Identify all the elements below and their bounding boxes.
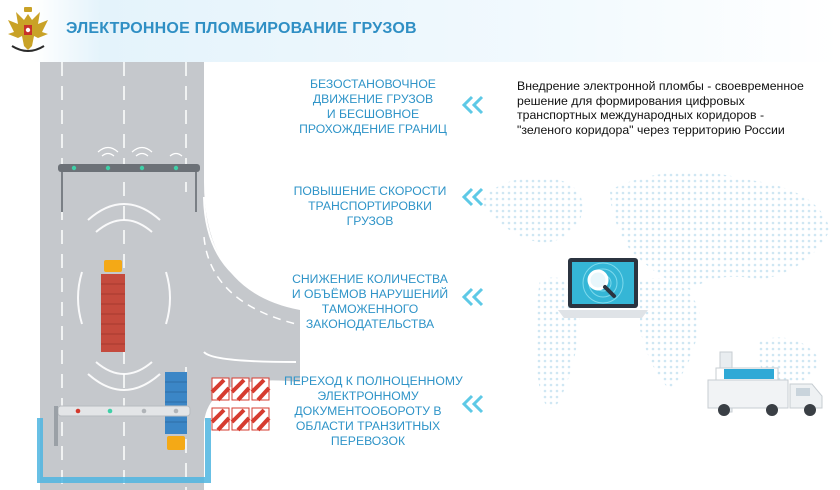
benefit-line: ДОКУМЕНТООБОРОТУ В bbox=[294, 404, 442, 418]
truck-at-checkpoint-icon bbox=[700, 350, 836, 422]
intro-line: Внедрение электронной пломбы - своевременное bbox=[517, 79, 804, 93]
benefit-line: ЗАКОНОДАТЕЛЬСТВА bbox=[305, 317, 435, 331]
double-chevron-left-icon bbox=[460, 286, 486, 308]
benefit-line: ЭЛЕКТРОННОМУ bbox=[317, 389, 419, 403]
benefit-line: ГРУЗОВ bbox=[346, 214, 394, 228]
benefit-item-2 bbox=[290, 184, 450, 229]
double-chevron-left-icon bbox=[460, 94, 486, 116]
benefit-line: ДВИЖЕНИЕ ГРУЗОВ bbox=[312, 92, 434, 106]
benefit-line: ОБЛАСТИ ТРАНЗИТНЫХ bbox=[295, 419, 441, 433]
benefit-line: ТАМОЖЕННОГО bbox=[321, 302, 419, 316]
laptop-magnifier-icon bbox=[556, 256, 652, 322]
page-title: ЭЛЕКТРОННОЕ ПЛОМБИРОВАНИЕ ГРУЗОВ bbox=[66, 20, 417, 37]
customs-road-illustration bbox=[0, 62, 300, 490]
benefit-item-3 bbox=[290, 272, 450, 332]
benefit-line: И БЕСШОВНОЕ bbox=[326, 107, 420, 121]
intro-line: транспортных международных коридоров - bbox=[517, 108, 765, 123]
intro-line: решение для формирования цифровых bbox=[517, 93, 745, 108]
benefit-line: ПОВЫШЕНИЕ СКОРОСТИ bbox=[293, 184, 447, 198]
road-block-barriers bbox=[212, 378, 269, 430]
benefit-line: ПЕРЕХОД К ПОЛНОЦЕННОМУ bbox=[284, 374, 463, 388]
benefit-line: СНИЖЕНИЕ КОЛИЧЕСТВА bbox=[292, 272, 448, 286]
intro-text bbox=[517, 79, 837, 137]
benefit-item-1 bbox=[296, 77, 450, 137]
benefit-line: ПЕРЕВОЗОК bbox=[330, 434, 406, 448]
benefit-line: И ОБЪЁМОВ НАРУШЕНИЙ bbox=[291, 287, 449, 301]
benefit-line: БЕЗОСТАНОВОЧНОЕ bbox=[310, 77, 436, 91]
intro-line: "зеленого коридора" через территорию России bbox=[517, 122, 785, 137]
benefit-line: ТРАНСПОРТИРОВКИ bbox=[308, 199, 432, 213]
double-chevron-left-icon bbox=[460, 186, 486, 208]
benefit-item-4 bbox=[284, 374, 463, 449]
double-headed-eagle-emblem-icon bbox=[6, 6, 50, 56]
benefit-line: ПРОХОЖДЕНИЕ ГРАНИЦ bbox=[299, 122, 447, 136]
double-chevron-left-icon bbox=[460, 393, 486, 415]
